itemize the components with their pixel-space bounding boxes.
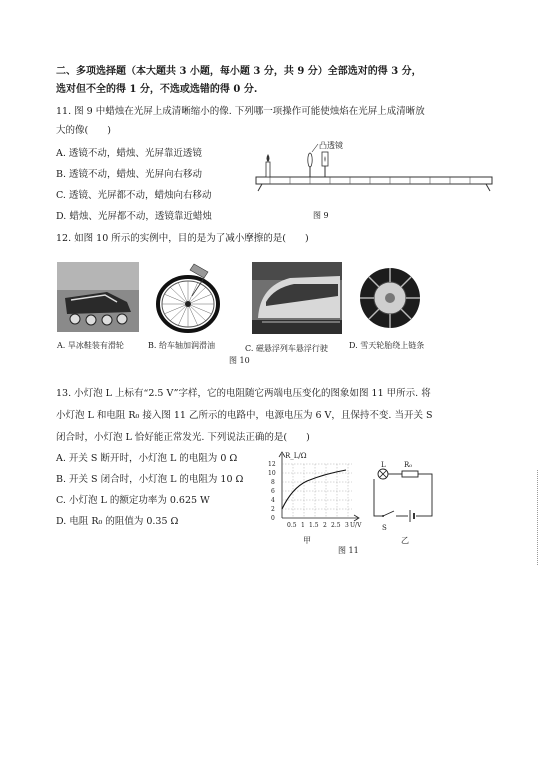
q11-option-c[interactable]: C. 透镜、光屏都不动，蜡烛向右移动: [56, 190, 212, 201]
figure-9-optical-bench: [250, 138, 500, 200]
q13-stem-line1: 13. 小灯泡 L 上标有“2.5 V”字样，它的电阻随它两端电压变化的图象如图 11 甲所示. 将: [56, 388, 431, 399]
section-header-line2: 选对但不全的得 1 分，不选或选错的得 0 分.: [56, 84, 258, 95]
q13-stem-line3: 闭合时，小灯泡 L 恰好能正常发光. 下列说法正确的是( ): [56, 432, 310, 443]
q11-option-d[interactable]: D. 蜡烛、光屏都不动，透镜靠近蜡烛: [56, 211, 212, 222]
candle-icon: [266, 154, 270, 177]
graph-xtick-2: 2: [323, 522, 327, 529]
q12-caption-d[interactable]: D. 雪天轮胎绕上链条: [349, 341, 425, 350]
graph-ytick-6: 6: [271, 488, 275, 495]
figure-11a-label: 甲: [303, 536, 311, 545]
graph-ytick-4: 4: [271, 497, 275, 504]
convex-lens-icon: [308, 144, 318, 177]
q13-stem-line2: 小灯泡 L 和电阻 R₀ 接入图 11 乙所示的电路中，电源电压为 6 V，且保持不变. 当开关 S: [56, 410, 433, 421]
graph-ytick-8: 8: [271, 479, 275, 486]
graph-ytick-2: 2: [271, 506, 275, 513]
circuit-label-l: L: [381, 461, 386, 469]
graph-ytick-0: 0: [271, 515, 275, 522]
graph-ylabel: R_L/Ω: [285, 452, 307, 460]
q11-stem-line1: 11. 图 9 中蜡烛在光屏上成清晰缩小的像. 下列哪一项操作可能使烛焰在光屏上成清晰放: [56, 106, 425, 117]
photo-roller-skate: [57, 262, 139, 332]
resistor-icon: [402, 471, 418, 477]
circuit-label-r0: R₀: [404, 461, 413, 469]
graph-xtick-1: 1: [301, 522, 305, 529]
figure-9-lens-label: 凸透镜: [319, 141, 343, 150]
q11-stem-line2: 大的像( ): [56, 125, 111, 136]
figure-11a-graph: [262, 448, 362, 528]
screen-icon: [322, 152, 328, 177]
graph-xtick-0.5: 0.5: [287, 522, 297, 529]
graph-xtick-3: 3: [345, 522, 349, 529]
q11-option-a[interactable]: A. 透镜不动，蜡烛、光屏靠近透镜: [56, 148, 202, 159]
graph-xlabel: U/V: [350, 522, 362, 529]
q12-stem: 12. 如图 10 所示的实例中，目的是为了减小摩擦的是( ): [56, 233, 309, 244]
q11-option-b[interactable]: B. 透镜不动，蜡烛、光屏向右移动: [56, 169, 203, 180]
figure-10-caption: 图 10: [229, 356, 250, 365]
figure-11-caption: 图 11: [338, 546, 359, 555]
photo-chained-tire: [357, 262, 423, 334]
q13-option-b[interactable]: B. 开关 S 闭合时，小灯泡 L 的电阻为 10 Ω: [56, 474, 244, 485]
graph-xtick-1.5: 1.5: [309, 522, 319, 529]
circuit-label-s: S: [382, 524, 387, 532]
figure-11b-label: 乙: [401, 536, 409, 545]
graph-ytick-12: 12: [268, 461, 276, 468]
q12-caption-b[interactable]: B. 给车轴加润滑油: [148, 341, 215, 350]
margin-dotted-line: [537, 470, 539, 565]
photo-bicycle-wheel: [150, 262, 228, 334]
q13-option-a[interactable]: A. 开关 S 断开时，小灯泡 L 的电阻为 0 Ω: [56, 453, 238, 464]
section-header-line1: 二、多项选择题（本大题共 3 小题，每小题 3 分，共 9 分）全部选对的得 3 分，: [56, 66, 422, 77]
q13-option-d[interactable]: D. 电阻 R₀ 的阻值为 0.35 Ω: [56, 516, 179, 527]
figure-9-caption: 图 9: [313, 211, 329, 220]
photo-maglev-train: [252, 262, 342, 334]
q12-caption-c[interactable]: C. 磁悬浮列车悬浮行驶: [245, 344, 328, 353]
graph-xtick-2.5: 2.5: [331, 522, 341, 529]
q13-option-c[interactable]: C. 小灯泡 L 的额定功率为 0.625 W: [56, 495, 210, 506]
q12-caption-a[interactable]: A. 旱冰鞋装有滑轮: [57, 341, 124, 350]
graph-ytick-10: 10: [268, 470, 276, 477]
